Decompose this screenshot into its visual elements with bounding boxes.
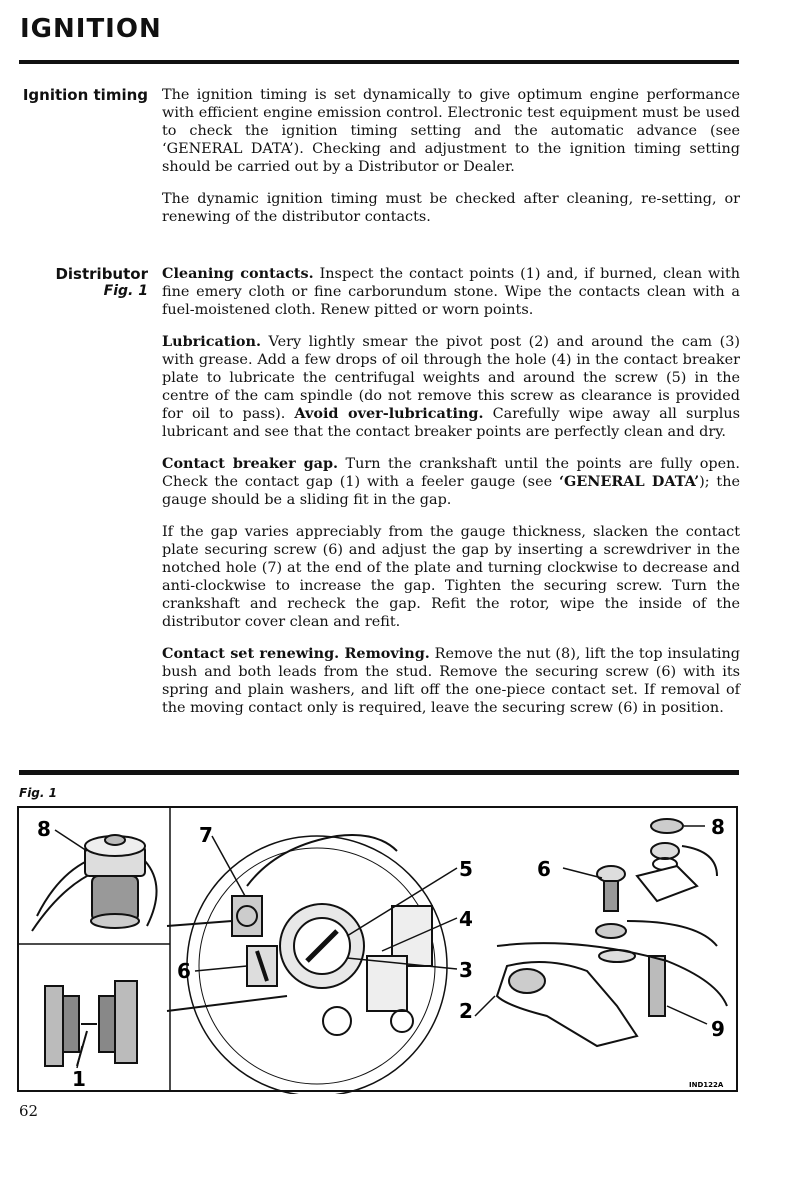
renew-paragraph bbox=[162, 645, 740, 717]
callout-2: 2 bbox=[459, 999, 473, 1023]
figure-reference-code: IND122A bbox=[689, 1081, 724, 1089]
gap-reference: ‘GENERAL DATA’ bbox=[558, 473, 700, 490]
lubrication-warning: Avoid over-lubricating. bbox=[294, 405, 484, 422]
callout-6-left: 6 bbox=[177, 959, 191, 983]
contact-set-exploded-drawing bbox=[497, 819, 727, 1046]
top-rule bbox=[19, 60, 739, 64]
distributor-body bbox=[162, 265, 740, 731]
page-title: IGNITION bbox=[20, 14, 162, 44]
callout-5: 5 bbox=[459, 857, 473, 881]
cleaning-text: Inspect the contact points (1) and, if burned, clean with fine emery cloth or fine carborundum stone. Wipe the contacts clean with a fuel-moistened cloth. Renew pitted or worn points. bbox=[162, 266, 740, 318]
contact-points-detail-drawing bbox=[45, 981, 137, 1066]
gap-text: Turn the crankshaft until the points are fully open. Check the contact gap (1) with a feeler gauge (see bbox=[162, 456, 740, 490]
callout-8-left: 8 bbox=[37, 817, 51, 841]
timing-paragraph-2: The dynamic ignition timing must be checked after cleaning, re-setting, or renewing of the distributor contacts. bbox=[162, 191, 740, 225]
callout-6-right: 6 bbox=[537, 857, 551, 881]
lubrication-title: Lubrication. bbox=[162, 333, 261, 350]
cleaning-title: Cleaning contacts. bbox=[162, 265, 314, 282]
ignition-timing-body bbox=[162, 86, 740, 240]
nut-detail-drawing bbox=[32, 835, 157, 931]
distributor-figure bbox=[17, 806, 739, 1094]
distributor-fig-ref: Fig. 1 bbox=[103, 283, 148, 299]
renew-title: Contact set renewing. Removing. bbox=[162, 645, 430, 662]
lubrication-text: Very lightly smear the pivot post (2) and around the cam (3) with grease. Add a few drops of oil through the hole (4) in the contact breaker plate to lubricate the centrifugal weights and around the screw (5) in the centre of the cam spindle (do not remove this screw as clearance is provided for oil to pass). bbox=[162, 334, 740, 422]
figure-caption: Fig. 1 bbox=[19, 786, 57, 800]
page-number: 62 bbox=[19, 1102, 39, 1120]
callout-1: 1 bbox=[72, 1067, 86, 1091]
section-label-ignition-timing: Ignition timing bbox=[22, 86, 148, 104]
gap-paragraph bbox=[162, 455, 740, 509]
callout-9: 9 bbox=[711, 1017, 725, 1041]
renew-text: Remove the nut (8), lift the top insulating bush and both leads from the stud. Remove the securing screw (6) with its spring and plain washers, and lift off the one-piece contact set. If removal of the moving contact only is required, leave the securing screw (6) in position. bbox=[162, 646, 740, 716]
lubrication-text-2: Carefully wipe away all surplus lubricant and see that the contact breaker points are perfectly clean and dry. bbox=[162, 406, 741, 440]
timing-paragraph-1: The ignition timing is set dynamically to give optimum engine performance with efficient engine emission control. Electronic test equipment must be used to check the ignition timing setting and the automatic advance (see ‘GENERAL DATA’). Checking and adjustment to the ignition timing setting should be carried out by a Distributor or Dealer. bbox=[162, 87, 740, 175]
gap-text-2: ); the gauge should be a sliding fit in the gap. bbox=[162, 474, 741, 508]
gap-title: Contact breaker gap. bbox=[162, 455, 339, 472]
section-label-distributor: Distributor bbox=[55, 265, 148, 283]
figure-rule bbox=[19, 770, 739, 775]
callout-3: 3 bbox=[459, 958, 473, 982]
lubrication-paragraph bbox=[162, 333, 740, 441]
cleaning-paragraph bbox=[162, 265, 740, 319]
adjust-paragraph: If the gap varies appreciably from the gauge thickness, slacken the contact plate securing screw (6) and adjust the gap by inserting a screwdriver in the notched hole (7) at the end of the plate and turning clockwise to decrease and anti-clockwise to increase the gap. Tighten the securing screw. Turn the crankshaft and recheck the gap. Refit the rotor, wipe the inside of the distributor cover clean and refit. bbox=[162, 524, 740, 630]
callout-7: 7 bbox=[199, 823, 213, 847]
callout-4: 4 bbox=[459, 907, 473, 931]
callout-8-right: 8 bbox=[711, 815, 725, 839]
